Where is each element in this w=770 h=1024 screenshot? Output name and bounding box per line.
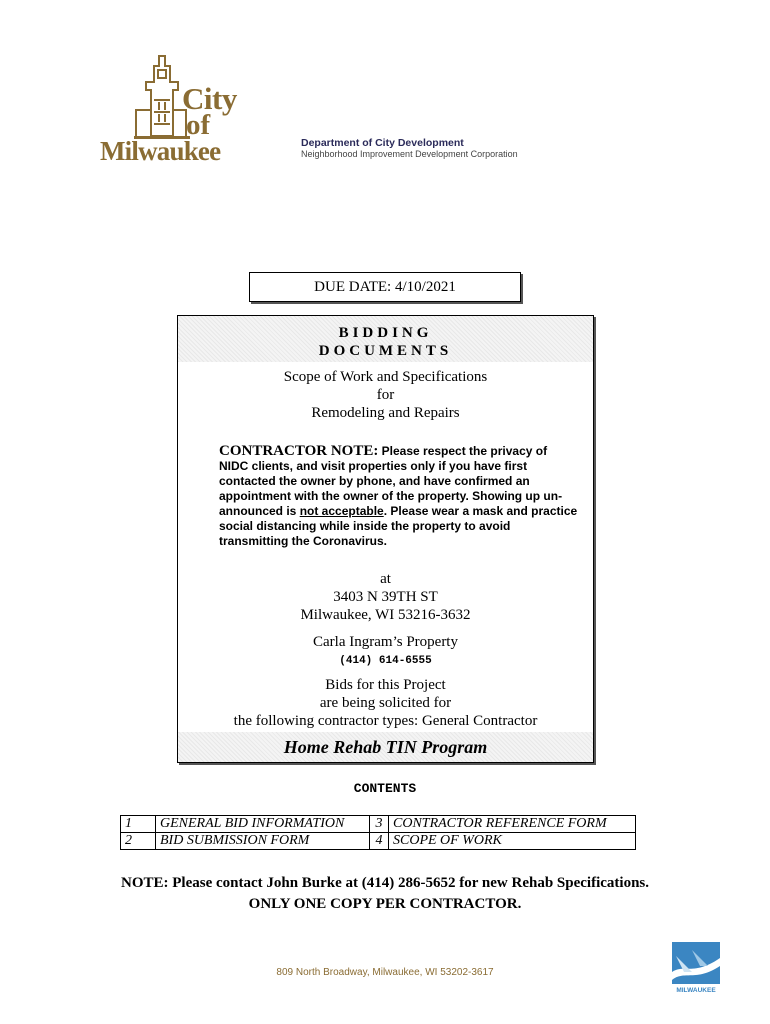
contact-note-line-1: NOTE: Please contact John Burke at (414) 286-5652 for new Rehab Specifications. [120, 875, 650, 891]
contents-number: 1 [121, 816, 156, 833]
contractor-note-lead: CONTRACTOR NOTE: [219, 443, 379, 459]
logo-text-city: City [182, 81, 237, 116]
property-phone: (414) 614-6555 [339, 655, 432, 667]
contents-table [120, 815, 636, 850]
contractor-note-underlined: not acceptable [299, 504, 384, 518]
property-at: at [380, 571, 391, 587]
contents-item: SCOPE OF WORK [389, 833, 636, 850]
contents-number: 2 [121, 833, 156, 850]
scope-line-2: for [376, 387, 395, 403]
property-owner: Carla Ingram’s Property [313, 634, 458, 650]
logo-text-of: of [186, 109, 211, 141]
contents-title: CONTENTS [353, 781, 417, 796]
scope-line-1: Scope of Work and Specifications [283, 369, 488, 385]
contents-number: 4 [370, 833, 389, 850]
contractor-note-text-b: . Please wear a mask and practice social distancing while inside the property to avoid transmitting the Coronavirus. [219, 504, 578, 548]
organization-name: Neighborhood Improvement Development Corporation [301, 149, 518, 159]
bids-line-2: are being solicited for [319, 695, 452, 711]
milwaukee-logo-text: MILWAUKEE [676, 987, 716, 994]
bidding-documents-box [177, 315, 594, 763]
property-address-block [178, 570, 593, 624]
bids-line-1: Bids for this Project [325, 677, 446, 693]
contact-note [0, 873, 770, 915]
program-title: Home Rehab TIN Program [283, 737, 488, 757]
table-row [121, 816, 636, 833]
scope-block [178, 368, 593, 422]
property-street: 3403 N 39TH ST [333, 589, 438, 605]
contents-number: 3 [370, 816, 389, 833]
bidding-line-1: BIDDING [338, 325, 433, 341]
milwaukee-brand-logo [672, 942, 720, 994]
logo-text-milwaukee: Milwaukee [100, 136, 221, 166]
bids-block [178, 676, 593, 730]
milwaukee-wave-icon [672, 942, 720, 994]
scope-line-3: Remodeling and Repairs [311, 405, 460, 421]
bidding-line-2: DOCUMENTS [318, 343, 453, 359]
due-date-box [249, 272, 521, 302]
contents-item: CONTRACTOR REFERENCE FORM [389, 816, 636, 833]
contents-item: BID SUBMISSION FORM [156, 833, 370, 850]
bids-line-3: the following contractor types: General Contractor [233, 713, 538, 729]
contractor-note-text-a: Please respect the privacy of NIDC clients, and visit properties only if you have first contacted the owner by phone, and have confirmed an appointment with the owner of the property. Showing up un-announced is [219, 444, 563, 518]
contents-item: GENERAL BID INFORMATION [156, 816, 370, 833]
contractor-note [219, 444, 579, 549]
bidding-documents-title [178, 324, 593, 360]
due-date-text: DUE DATE: 4/10/2021 [314, 278, 456, 295]
footer-address: 809 North Broadway, Milwaukee, WI 53202-3617 [276, 967, 494, 978]
department-name: Department of City Development [301, 137, 464, 149]
contact-note-line-2: ONLY ONE COPY PER CONTRACTOR. [248, 896, 522, 912]
city-of-milwaukee-logo [96, 44, 244, 172]
property-city: Milwaukee, WI 53216-3632 [300, 607, 471, 623]
table-row [121, 833, 636, 850]
